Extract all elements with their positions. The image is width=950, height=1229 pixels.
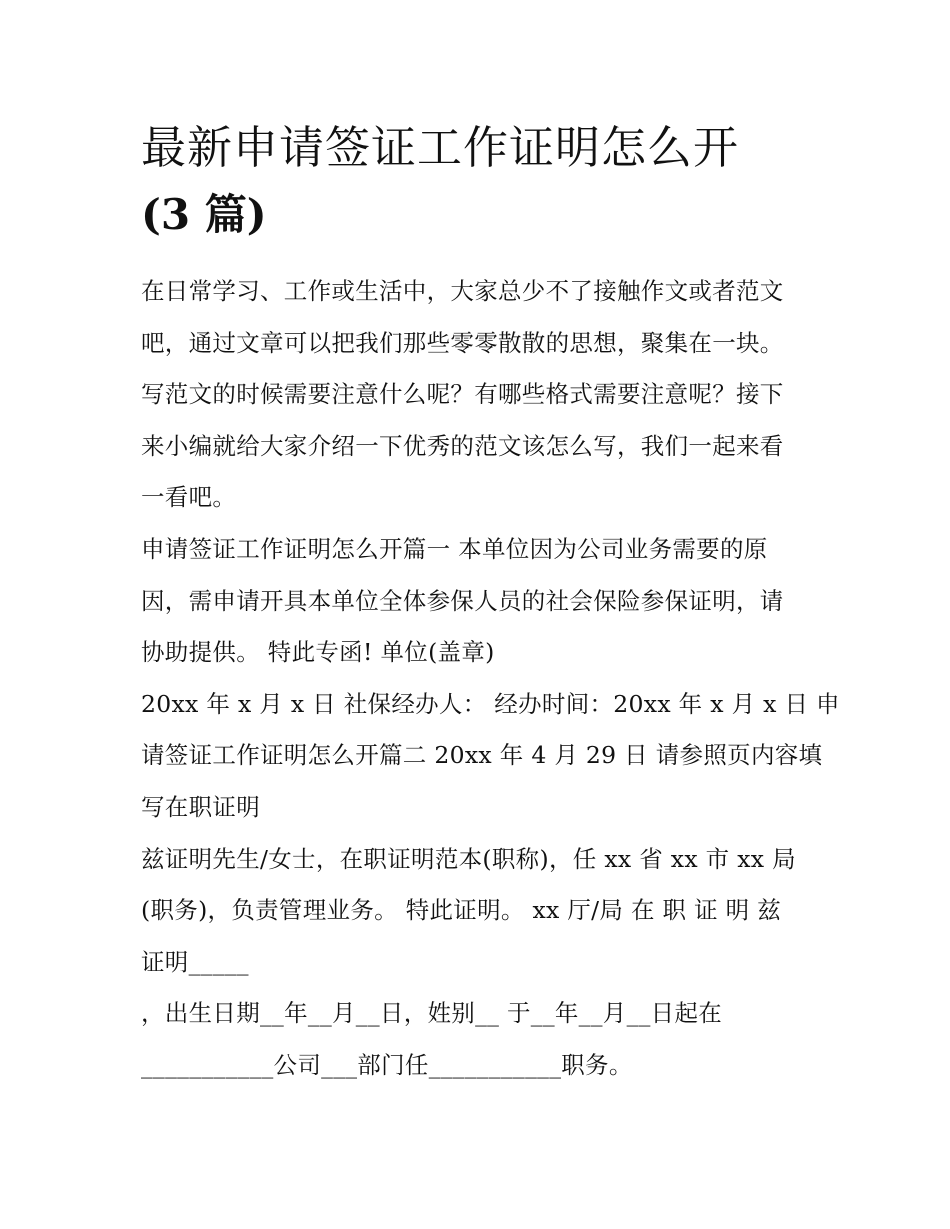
paragraph-line: 来小编就给大家介绍一下优秀的范文该怎么写，我们一起来看 (141, 431, 784, 460)
document-content (141, 112, 840, 1092)
document-title: 最新申请签证工作证明怎么开 (141, 121, 740, 174)
document-body (141, 266, 840, 1092)
paragraph-line: 写在职证明 (141, 792, 260, 821)
paragraph-line: ___________公司___部门任___________职务。 (141, 1050, 633, 1079)
document-title-count: (3 篇) (141, 190, 267, 239)
paragraph-line: 兹证明先生/女士，在职证明范本(职称)，任 xx 省 xx 市 xx 局 (141, 844, 796, 873)
paragraph-line: 在日常学习、工作或生活中，大家总少不了接触作文或者范文 (141, 277, 784, 305)
paragraph-line: 一看吧。 (141, 483, 237, 512)
paragraph-line: 协助提供。 特此专函! 单位(盖章) (141, 638, 495, 667)
paragraph-line: 请签证工作证明怎么开篇二 20xx 年 4 月 29 日 请参照页内容填 (141, 741, 823, 770)
paragraph-line: ，出生日期__年__月__日，姓别__ 于__年__月__日起在 (141, 999, 723, 1028)
paragraph-line: (职务)，负责管理业务。 特此证明。 xx 厅/局 在 职 证 明 兹 (141, 896, 782, 925)
paragraph-line: 20xx 年 x 月 x 日 社保经办人： 经办时间：20xx 年 x 月 x 日 申 (141, 689, 840, 718)
paragraph-line: 证明_____ (141, 947, 249, 976)
paragraph-line: 申请签证工作证明怎么开篇一 本单位因为公司业务需要的原 (141, 534, 768, 563)
paragraph-line: 因，需申请开具本单位全体参保人员的社会保险参保证明，请 (141, 586, 784, 615)
paragraph-line: 吧，通过文章可以把我们那些零零散散的思想，聚集在一块。 (141, 328, 784, 357)
paragraph-line: 写范文的时候需要注意什么呢？有哪些格式需要注意呢？接下 (141, 380, 784, 409)
